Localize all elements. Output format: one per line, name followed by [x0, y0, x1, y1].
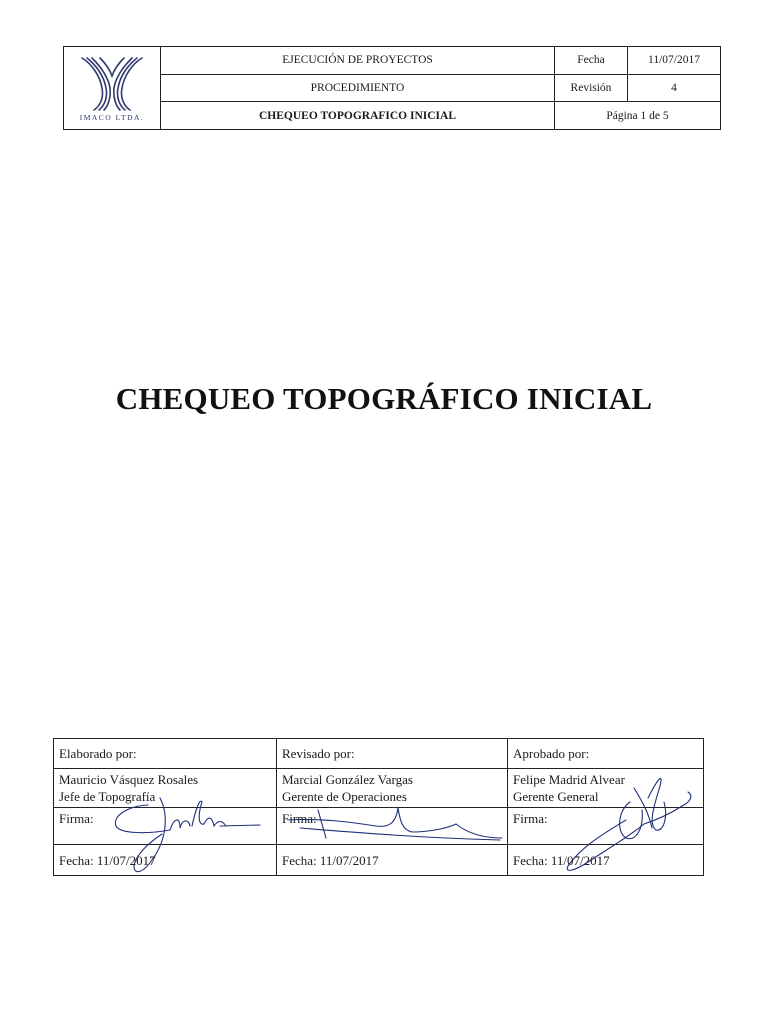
- approval-table: [53, 738, 704, 876]
- area-cell: EJECUCIÓN DE PROYECTOS: [161, 47, 555, 75]
- doc-title-cell: CHEQUEO TOPOGRAFICO INICIAL: [161, 102, 555, 130]
- imaco-logo-icon: [78, 54, 146, 112]
- elaborado-fecha: Fecha: 11/07/2017: [54, 845, 277, 876]
- aprobado-name: Felipe Madrid Alvear: [513, 772, 625, 787]
- revisado-person: [277, 769, 508, 808]
- company-logo: [64, 47, 160, 129]
- logo-text: IMACO LTDA.: [79, 113, 145, 122]
- aprobado-person: [508, 769, 704, 808]
- logo-cell: [64, 47, 161, 130]
- elaborado-label: Elaborado por:: [54, 739, 277, 769]
- revisado-position: Gerente de Operaciones: [282, 789, 407, 804]
- aprobado-position: Gerente General: [513, 789, 599, 804]
- revisado-fecha: Fecha: 11/07/2017: [277, 845, 508, 876]
- elaborado-position: Jefe de Topografía: [59, 789, 156, 804]
- aprobado-label: Aprobado por:: [508, 739, 704, 769]
- aprobado-fecha: Fecha: 11/07/2017: [508, 845, 704, 876]
- elaborado-person: [54, 769, 277, 808]
- elaborado-firma-label: Firma:: [54, 808, 277, 845]
- fecha-label: Fecha: [555, 47, 628, 75]
- fecha-value: 11/07/2017: [628, 47, 721, 75]
- aprobado-firma-label: Firma:: [508, 808, 704, 845]
- revision-label: Revisión: [555, 74, 628, 102]
- revisado-name: Marcial González Vargas: [282, 772, 413, 787]
- document-header-table: [63, 46, 721, 130]
- revisado-firma-label: Firma:: [277, 808, 508, 845]
- doc-type-cell: PROCEDIMIENTO: [161, 74, 555, 102]
- elaborado-name: Mauricio Vásquez Rosales: [59, 772, 199, 787]
- revision-value: 4: [628, 74, 721, 102]
- document-title: CHEQUEO TOPOGRÁFICO INICIAL: [115, 381, 653, 416]
- revisado-label: Revisado por:: [277, 739, 508, 769]
- page-number-cell: Página 1 de 5: [555, 102, 721, 130]
